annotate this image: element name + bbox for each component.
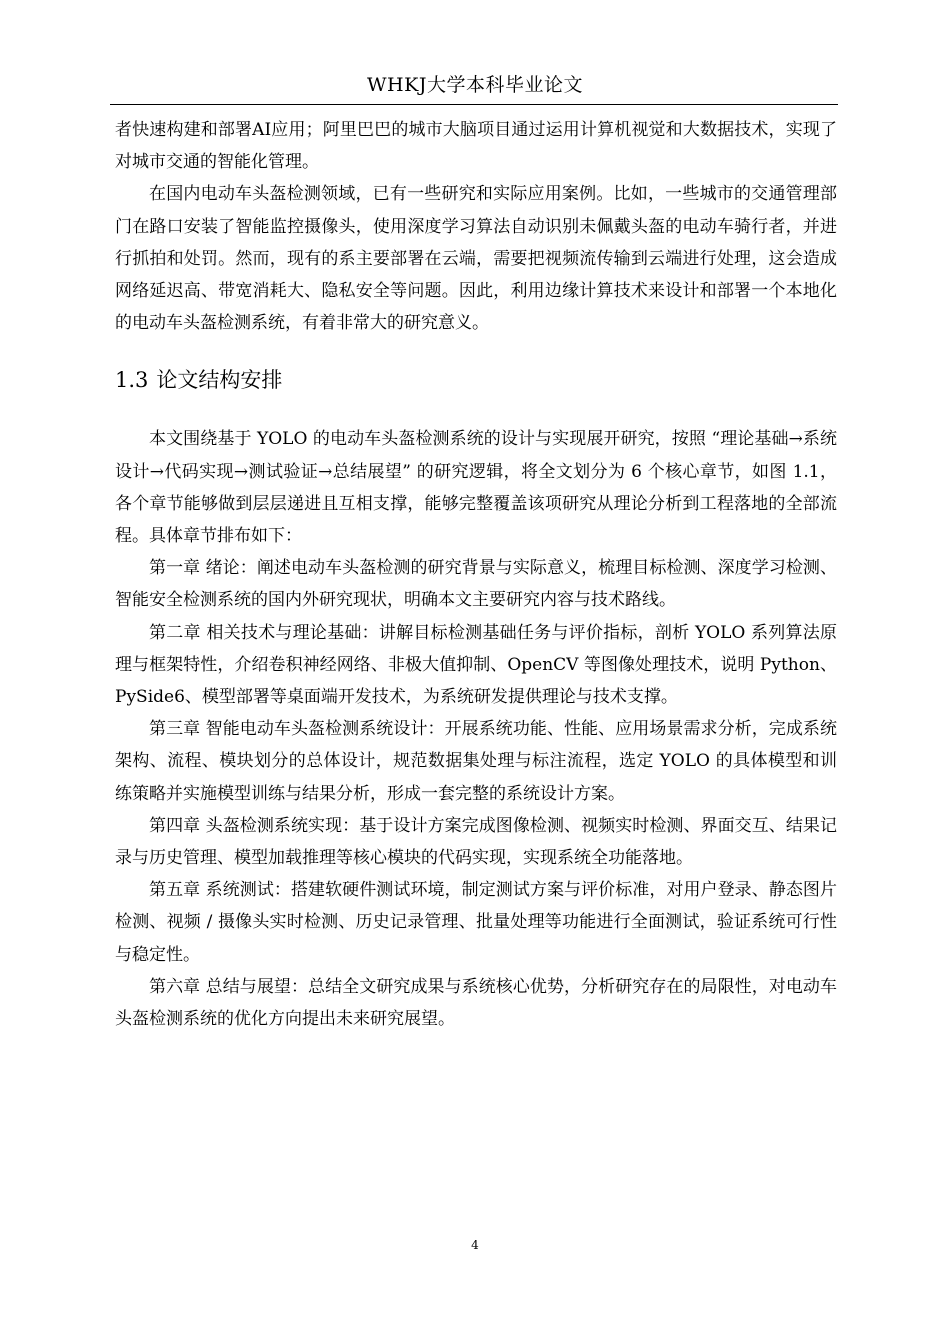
chapter-summary-2: 第二章 相关技术与理论基础：讲解目标检测基础任务与评价指标，剖析 YOLO 系列算法原理与框架特性，介绍卷积神经网络、非极大值抑制、OpenCV 等图像处理技术，说明 Python、PySide6、模型部署等桌面端开发技术，为系统研发提供理论与技术支撑。 — [115, 622, 837, 708]
paragraph-structure-intro: 本文围绕基于 YOLO 的电动车头盔检测系统的设计与实现展开研究，按照 “理论基础→系统设计→代码实现→测试验证→总结展望” 的研究逻辑，将全文划分为 6 个核心章节，如图 1.1，各个章节能够做到层层递进且互相支撑，能够完整覆盖该项研究从理论分析到工程落地的全部流程。具体章节排布如下： — [115, 429, 837, 547]
section-number: 1.3 — [115, 368, 149, 393]
page-number: 4 — [471, 1238, 479, 1252]
page-body — [115, 114, 837, 1035]
chapter-summary-3: 第三章 智能电动车头盔检测系统设计：开展系统功能、性能、应用场景需求分析，完成系统架构、流程、模块划分的总体设计，规范数据集处理与标注流程，选定 YOLO 的具体模型和训练策略并实施模型训练与结果分析，形成一套完整的系统设计方案。 — [115, 719, 837, 804]
chapter-summary-6: 第六章 总结与展望：总结全文研究成果与系统核心优势，分析研究存在的局限性，对电动车头盔检测系统的优化方向提出未来研究展望。 — [115, 976, 837, 1030]
chapter-summary-5: 第五章 系统测试：搭建软硬件测试环境，制定测试方案与评价标准，对用户登录、静态图片检测、视频 / 摄像头实时检测、历史记录管理、批量处理等功能进行全面测试，验证系统可行性与稳定性。 — [115, 880, 837, 965]
chapter-summary-1: 第一章 绪论：阐述电动车头盔检测的研究背景与实际意义，梳理目标检测、深度学习检测、智能安全检测系统的国内外研究现状，明确本文主要研究内容与技术路线。 — [115, 558, 837, 611]
paragraph-domestic-research: 在国内电动车头盔检测领域，已有一些研究和实际应用案例。比如，一些城市的交通管理部门在路口安装了智能监控摄像头，使用深度学习算法自动识别未佩戴头盔的电动车骑行者，并进行抓拍和处罚。然而，现有的系主要部署在云端，需要把视频流传输到云端进行处理，这会造成网络延迟高、带宽消耗大、隐私安全等问题。因此，利用边缘计算技术来设计和部署一个本地化的电动车头盔检测系统，有着非常大的研究意义。 — [115, 184, 837, 334]
running-header: WHKJ大学本科毕业论文 — [367, 74, 583, 96]
chapter-summary-4: 第四章 头盔检测系统实现：基于设计方案完成图像检测、视频实时检测、界面交互、结果记录与历史管理、模型加载推理等核心模块的代码实现，实现系统全功能落地。 — [115, 815, 837, 869]
section-title: 论文结构安排 — [156, 368, 283, 393]
section-heading — [115, 365, 837, 395]
header-rule — [110, 104, 838, 105]
paragraph-continued: 者快速构建和部署AI应用；阿里巴巴的城市大脑项目通过运用计算机视觉和大数据技术，实现了对城市交通的智能化管理。 — [115, 120, 837, 173]
